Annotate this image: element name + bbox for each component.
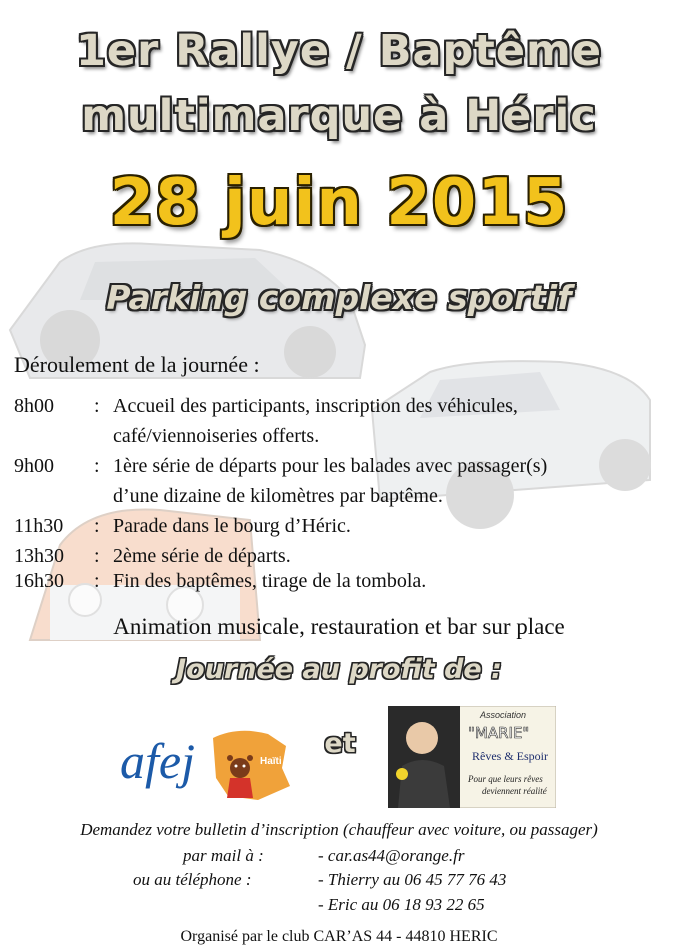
flower-icon — [396, 768, 408, 780]
registration-intro: Demandez votre bulletin d’inscription (chauffeur avec voiture, ou passager) — [80, 820, 598, 839]
animation-info: Animation musicale, restauration et bar sur place — [113, 614, 565, 639]
schedule-time: 8h00 — [14, 395, 54, 417]
title-line-1: 1er Rallye / Baptême — [76, 26, 602, 76]
marie-subtitle: Rêves & Espoir — [472, 749, 548, 763]
association-marie-logo — [388, 706, 556, 808]
title-line-2: multimarque à Héric — [81, 91, 597, 141]
schedule-time: 11h30 — [14, 515, 64, 537]
schedule-line: d’une dizaine de kilomètres par baptême. — [113, 485, 443, 507]
schedule-heading: Déroulement de la journée : — [14, 352, 260, 377]
schedule-separator: : — [94, 395, 100, 417]
organizer-footer: Organisé par le club CAR’AS 44 - 44810 HERIC — [180, 928, 498, 945]
afej-haiti-label: Haïti — [260, 756, 282, 767]
schedule-time: 9h00 — [14, 455, 54, 477]
schedule-description — [113, 451, 547, 511]
phone-contact-thierry: - Thierry au 06 45 77 76 43 — [318, 870, 507, 889]
schedule-separator: : — [94, 545, 100, 567]
mail-label: par mail à : — [183, 846, 264, 865]
benefit-heading: Journée au profit de : — [176, 654, 502, 685]
afej-logo — [118, 708, 298, 808]
schedule-line: 1ère série de départs pour les balades avec passager(s) — [113, 455, 548, 477]
schedule-description: Fin des baptêmes, tirage de la tombola. — [113, 570, 427, 592]
marie-name: "MARIE" — [468, 724, 530, 742]
venue: Parking complexe sportif — [106, 278, 572, 317]
schedule-line: Accueil des participants, inscription des véhicules, — [113, 395, 518, 417]
phone-contact-eric: - Eric au 06 18 93 22 65 — [318, 895, 485, 914]
schedule-separator: : — [94, 455, 100, 477]
schedule-line: café/viennoiseries offerts. — [113, 425, 320, 447]
phone-label: ou au téléphone : — [133, 870, 252, 889]
schedule-separator: : — [94, 515, 100, 537]
schedule-separator: : — [94, 570, 100, 592]
schedule-description: Parade dans le bourg d’Héric. — [113, 515, 351, 537]
child-face — [406, 722, 438, 754]
marie-tagline-1: Pour que leurs rêves — [468, 774, 543, 784]
event-date: 28 juin 2015 — [109, 166, 569, 240]
marie-association-prefix: Association — [480, 710, 527, 720]
email-address: - car.as44@orange.fr — [318, 846, 465, 865]
schedule-description — [113, 391, 518, 451]
marie-tagline-2: deviennent réalité — [482, 786, 547, 796]
afej-name: afej — [120, 733, 195, 789]
schedule-time: 13h30 — [14, 545, 64, 567]
schedule-time: 16h30 — [14, 570, 64, 592]
and-connector: et — [324, 728, 356, 759]
schedule-description: 2ème série de départs. — [113, 545, 291, 567]
